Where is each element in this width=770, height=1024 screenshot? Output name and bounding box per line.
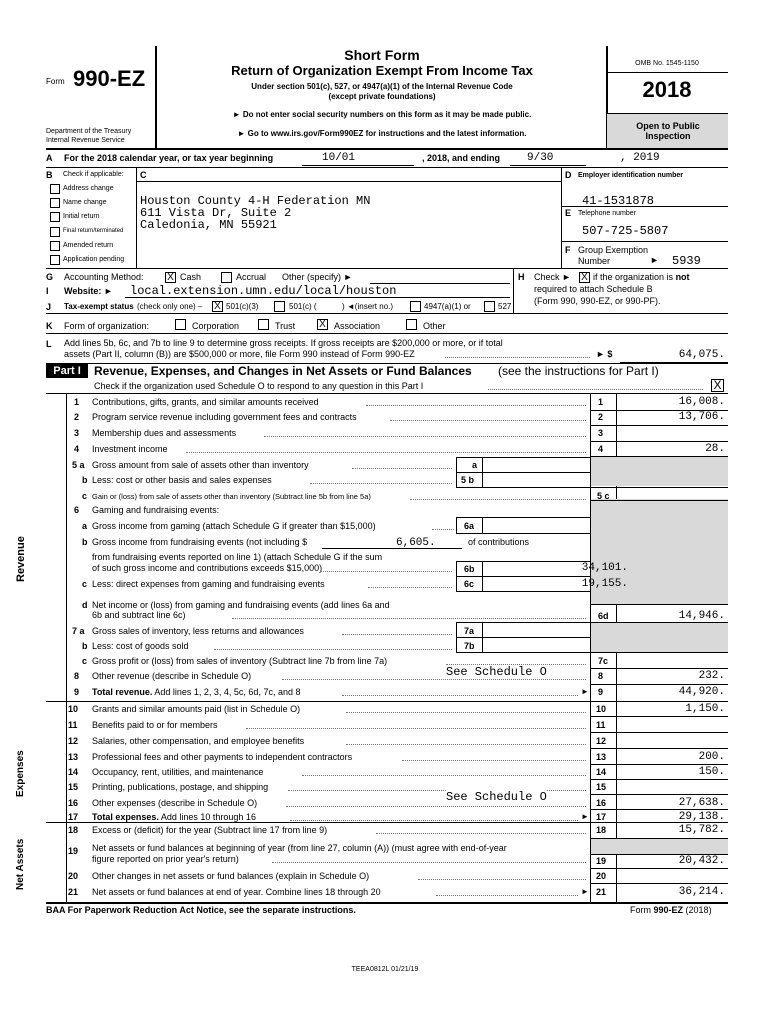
org-form-label: Form of organization: bbox=[64, 321, 150, 331]
phone-value[interactable]: 507-725-5807 bbox=[582, 224, 669, 238]
status-insert-no: ) ◄(insert no.) bbox=[342, 302, 394, 311]
line-8-amount[interactable]: 232. bbox=[698, 670, 725, 682]
trust-checkbox[interactable] bbox=[258, 319, 269, 330]
gross-receipts-value[interactable]: 64,075. bbox=[678, 349, 725, 361]
line-6b-amount[interactable]: 34,101. bbox=[581, 562, 628, 574]
row-h-text3: required to attach Schedule B bbox=[534, 284, 653, 294]
cash-label: Cash bbox=[180, 272, 202, 282]
row-a-label: A bbox=[46, 153, 53, 163]
row-h-text2: if the organization is not bbox=[593, 272, 690, 282]
initial-return-checkbox[interactable] bbox=[50, 212, 60, 222]
form-number: 990-EZ bbox=[73, 66, 146, 91]
other-org-label: Other bbox=[423, 321, 446, 331]
org-name[interactable]: Houston County 4-H Federation MN bbox=[140, 194, 371, 208]
org-city[interactable]: Caledonia, MN 55921 bbox=[140, 218, 277, 232]
row-b-check-text: Check if applicable: bbox=[63, 171, 124, 178]
line-2-amount[interactable]: 13,706. bbox=[678, 411, 725, 423]
association-label: Association bbox=[334, 321, 381, 331]
line-14-amount[interactable]: 150. bbox=[698, 766, 725, 778]
initial-return-label: Initial return bbox=[63, 213, 100, 220]
phone-label: Telephone number bbox=[578, 210, 636, 217]
line-13-amount[interactable]: 200. bbox=[698, 751, 725, 763]
row-d-label: D bbox=[565, 170, 572, 180]
status-4947-label: 4947(a)(1) or bbox=[424, 302, 471, 311]
open-to-public: Open to Public Inspection bbox=[636, 121, 700, 141]
org-address[interactable]: 611 Vista Dr, Suite 2 bbox=[140, 206, 292, 220]
line-17-amount[interactable]: 29,138. bbox=[678, 811, 725, 823]
cash-checkbox[interactable]: X bbox=[165, 272, 176, 283]
final-return-checkbox[interactable] bbox=[50, 227, 60, 237]
website-label: Website: ► bbox=[64, 286, 113, 296]
application-pending-label: Application pending bbox=[63, 256, 125, 263]
subtitle1: Under section 501(c), 527, or 4947(a)(1) of the Internal Revenue Code bbox=[251, 82, 513, 91]
line-9-amount[interactable]: 44,920. bbox=[678, 686, 725, 698]
amended-return-label: Amended return bbox=[63, 242, 114, 249]
amended-return-checkbox[interactable] bbox=[50, 241, 60, 251]
title-short-form: Short Form bbox=[344, 47, 420, 63]
tax-exempt-label: Tax-exempt status bbox=[64, 302, 134, 311]
line-6b-contributions[interactable]: 6,605. bbox=[396, 537, 436, 549]
row-k-label: K bbox=[46, 321, 53, 331]
line-18-amount[interactable]: 15,782. bbox=[678, 824, 725, 836]
tax-year-end-year: , 2019 bbox=[620, 152, 660, 164]
row-h-label: H bbox=[518, 272, 525, 282]
row-g-label: G bbox=[46, 272, 54, 282]
row-e-label: E bbox=[565, 208, 572, 218]
row-h-text4: (Form 990, 990-EZ, or 990-PF). bbox=[534, 296, 661, 306]
status-501c3-label: 501(c)(3) bbox=[226, 302, 259, 311]
corporation-checkbox[interactable] bbox=[175, 319, 186, 330]
row-b-label: B bbox=[46, 170, 53, 180]
ein-value[interactable]: 41-1531878 bbox=[582, 194, 655, 208]
trust-label: Trust bbox=[275, 321, 296, 331]
dept-line1: Department of the Treasury bbox=[46, 128, 132, 135]
row-h-check: Check ► bbox=[534, 272, 571, 282]
row-l-line1: Add lines 5b, 6c, and 7b to line 9 to determine gross receipts. If gross receipts are $200,000 or more, or if total bbox=[64, 338, 503, 348]
group-exemption-number[interactable]: 5939 bbox=[672, 254, 701, 268]
side-label-net-assets: Net Assets bbox=[15, 838, 26, 890]
accounting-method-label: Accounting Method: bbox=[64, 272, 144, 282]
line-21-amount[interactable]: 36,214. bbox=[678, 886, 725, 898]
form-label: Form bbox=[46, 77, 65, 86]
tax-year: 2018 bbox=[642, 77, 692, 102]
address-change-label: Address change bbox=[63, 185, 114, 192]
subtitle2: (except private foundations) bbox=[328, 92, 436, 101]
group-number-label: Number bbox=[578, 256, 611, 266]
part1-tag: Part I bbox=[46, 364, 88, 378]
omb-number: OMB No. 1545-1150 bbox=[635, 60, 699, 67]
title-main: Return of Organization Exempt From Income Tax bbox=[231, 63, 533, 78]
part1-check-text: Check if the organization used Schedule O to respond to any question in this Part I bbox=[94, 381, 424, 391]
notice-website: ► Go to www.irs.gov/Form990EZ for instructions and the latest information. bbox=[237, 129, 527, 138]
corporation-label: Corporation bbox=[192, 321, 240, 331]
footer-code: TEEA0812L 01/21/19 bbox=[351, 966, 419, 973]
part1-title-note: (see the instructions for Part I) bbox=[498, 364, 659, 378]
row-i-label: I bbox=[46, 286, 49, 296]
row-c-label: C bbox=[140, 170, 147, 180]
line-6d-amount[interactable]: 14,946. bbox=[678, 610, 725, 622]
line-19-amount[interactable]: 20,432. bbox=[678, 855, 725, 867]
line-16-amount[interactable]: 27,638. bbox=[678, 797, 725, 809]
row-l-label: L bbox=[46, 339, 52, 349]
group-arrow: ► bbox=[650, 255, 659, 265]
accrual-checkbox[interactable] bbox=[221, 272, 232, 283]
association-checkbox[interactable]: X bbox=[317, 319, 328, 330]
row-j-label: J bbox=[46, 302, 52, 312]
status-527-checkbox[interactable] bbox=[484, 301, 495, 312]
notice-ssn: ► Do not enter social security numbers on this form as it may be made public. bbox=[232, 110, 532, 119]
footer-form-id: Form 990-EZ (2018) bbox=[630, 905, 712, 915]
application-pending-checkbox[interactable] bbox=[50, 255, 60, 265]
line-1-amount[interactable]: 16,008. bbox=[678, 396, 725, 408]
final-return-label: Final return/terminated bbox=[63, 228, 124, 234]
status-501c3-checkbox[interactable]: X bbox=[212, 301, 223, 312]
status-501c-label: 501(c) ( bbox=[289, 302, 317, 311]
row-a-text: For the 2018 calendar year, or tax year beginning bbox=[64, 153, 274, 163]
tax-year-begin[interactable]: 10/01 bbox=[322, 152, 356, 164]
schedule-b-checkbox[interactable]: X bbox=[579, 272, 590, 283]
website-value[interactable]: local.extension.umn.edu/local/houston bbox=[130, 284, 397, 298]
name-change-checkbox[interactable] bbox=[50, 198, 60, 208]
other-org-checkbox[interactable] bbox=[406, 319, 417, 330]
group-exemption-label: Group Exemption bbox=[578, 245, 649, 255]
schedule-o-checkbox[interactable]: X bbox=[711, 379, 724, 392]
tax-exempt-sub: (check only one) – bbox=[137, 302, 203, 311]
gross-receipts-dollar: ► $ bbox=[596, 349, 613, 359]
address-change-checkbox[interactable] bbox=[50, 184, 60, 194]
line-6c-amount[interactable]: 19,155. bbox=[581, 578, 628, 590]
ein-label: Employer identification number bbox=[578, 172, 684, 179]
line-8-note: See Schedule O bbox=[446, 665, 547, 679]
line-10-amount[interactable]: 1,150. bbox=[685, 703, 725, 715]
part1-title: Revenue, Expenses, and Changes in Net Assets or Fund Balances bbox=[94, 364, 472, 378]
status-4947-checkbox[interactable] bbox=[410, 301, 421, 312]
row-l-line2: assets (Part II, column (B)) are $500,000 or more, file Form 990 instead of Form 990-EZ bbox=[64, 349, 415, 359]
status-527-label: 527 bbox=[498, 302, 512, 311]
line-4-amount[interactable]: 28. bbox=[705, 443, 725, 455]
tax-year-end[interactable]: 9/30 bbox=[527, 152, 554, 164]
name-change-label: Name change bbox=[63, 199, 107, 206]
footer-paperwork-notice: BAA For Paperwork Reduction Act Notice, see the separate instructions. bbox=[46, 905, 356, 915]
row-f-label: F bbox=[565, 245, 571, 255]
other-method-label: Other (specify) ► bbox=[282, 272, 353, 282]
side-label-revenue: Revenue bbox=[15, 536, 27, 582]
row-a-mid: , 2018, and ending bbox=[422, 153, 501, 163]
side-label-expenses: Expenses bbox=[15, 750, 26, 797]
dept-line2: Internal Revenue Service bbox=[46, 137, 125, 144]
line-16-note: See Schedule O bbox=[446, 790, 547, 804]
accrual-label: Accrual bbox=[236, 272, 267, 282]
status-501c-checkbox[interactable] bbox=[274, 301, 285, 312]
